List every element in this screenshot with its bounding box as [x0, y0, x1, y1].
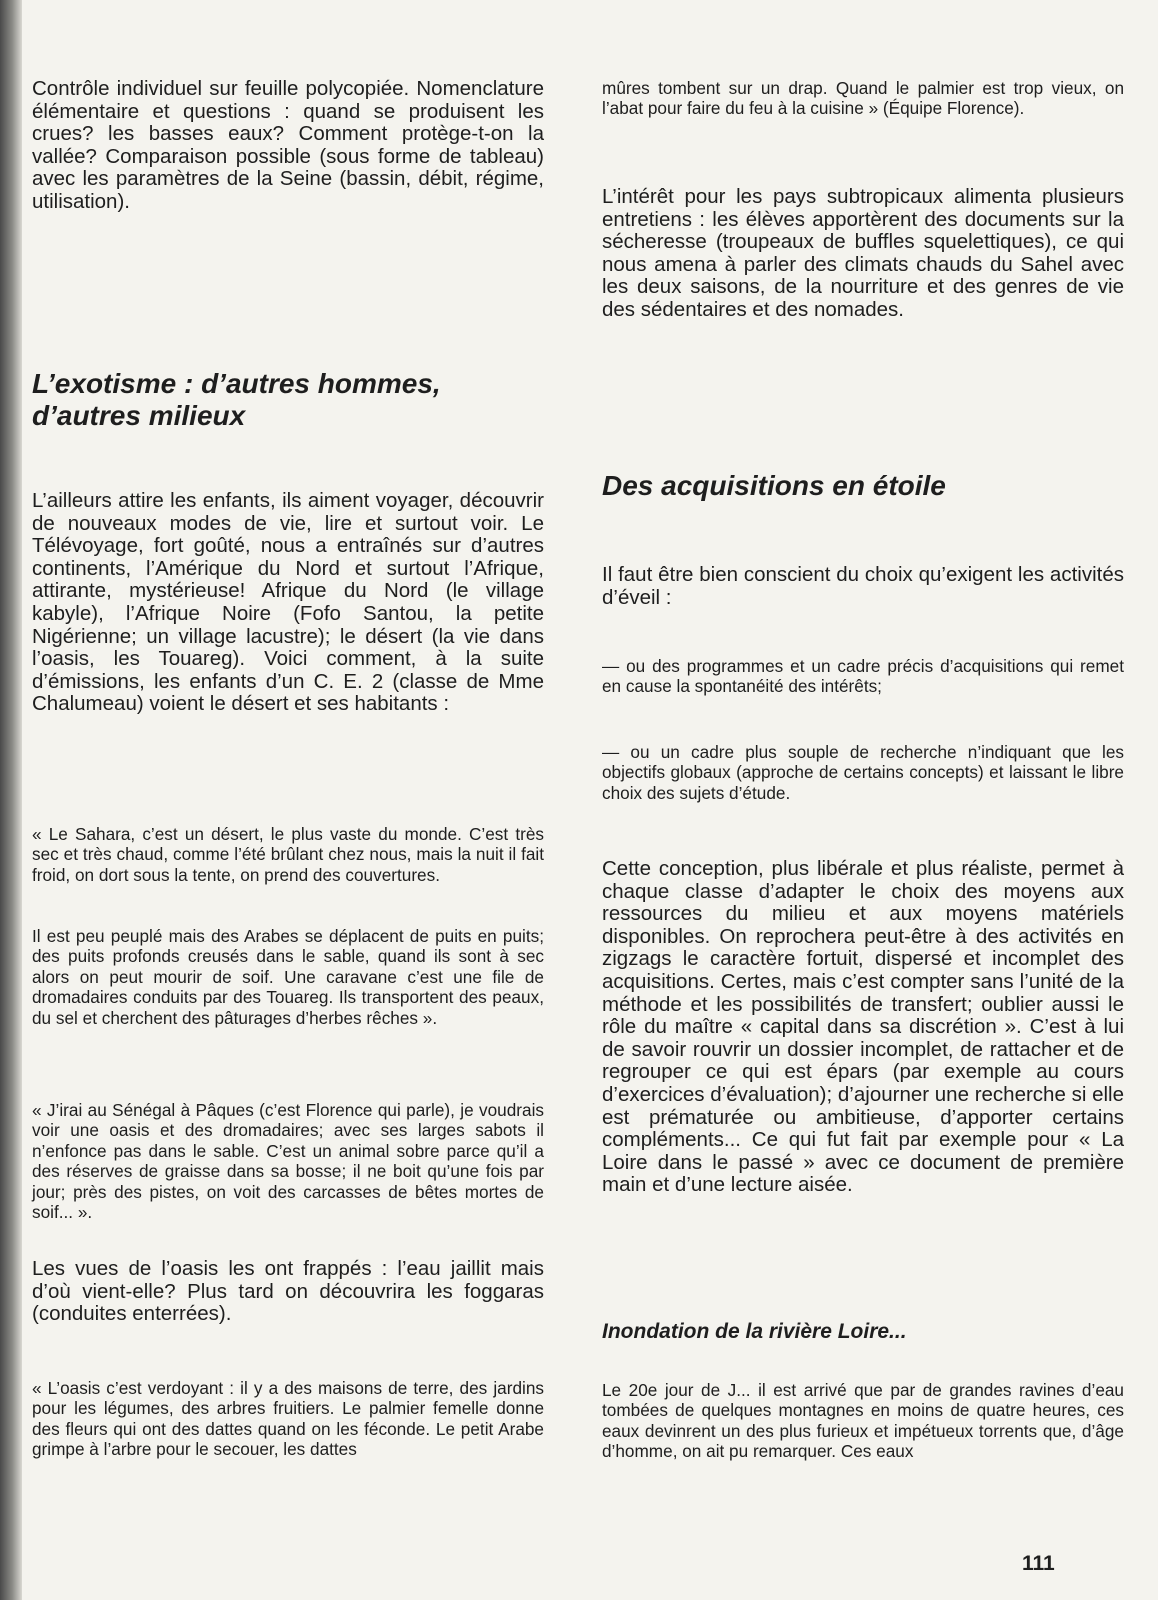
option-cadre-souple: — ou un cadre plus souple de recherche n’indiquant que les objectifs globaux (approche de certains concepts) et laissant le libre choix des sujets d’étude.: [602, 742, 1124, 803]
paragraph-ailleurs: L’ailleurs attire les enfants, ils aiment voyager, découvrir de nouveaux modes de vie, lire et surtout voir. Le Télévoyage, fort goûté, nous a entraînés sur d’autres continents, l’Amérique du Nord et surtout l’Afrique, attirante, mystérieuse! Afrique du Nord (le village kabyle), l’Afrique Noire (Fofo Santou, la petite Nigérienne; un village lacustre); le désert (la vie dans l’oasis, les Touareg). Voici comment, à la suite d’émissions, les enfants d’un C. E. 2 (classe de Mme Chalumeau) voient le désert et ses habitants :: [32, 489, 544, 716]
paragraph-oasis: Les vues de l’oasis les ont frappés : l’eau jaillit mais d’où vient-elle? Plus tard on découvrira les foggaras (conduites enterrées).: [32, 1257, 544, 1326]
quote-sahara: « Le Sahara, c’est un désert, le plus vaste du monde. C’est très sec et très chaud, comme l’été brûlant chez nous, mais la nuit il fait froid, on dort sous la tente, on prend des couvertures.: [32, 824, 544, 885]
quote-puits: Il est peu peuplé mais des Arabes se déplacent de puits en puits; des puits profonds creusés dans le sable, quand ils sont à sec alors on peut mourir de soif. Une caravane c’est une file de dromadaires conduits par des Touareg. Ils transportent des peaux, du sel et cherchent des pâturages d’herbes rêches ».: [32, 926, 544, 1028]
heading-line-1: L’exotisme : d’autres hommes,: [32, 368, 441, 399]
option-programmes: — ou des programmes et un cadre précis d’acquisitions qui remet en cause la spontanéité des intérêts;: [602, 656, 1124, 697]
paragraph-choix: Il faut être bien conscient du choix qu’exigent les activités d’éveil :: [602, 563, 1124, 609]
paragraph-conception: Cette conception, plus libérale et plus réaliste, permet à chaque classe d’adapter le choix des moyens aux ressources du milieu et aux moyens matériels disponibles. On reprochera peut-être à des activités en zigzags le caractère fortuit, dispersé et incomplet des acquisitions. Certes, mais c’est compter sans l’unité de la méthode et les possibilités de transfert; oublier aussi le rôle du maître « capital dans sa discrétion ». C’est à lui de savoir rouvrir un dossier incomplet, de rattacher et de regrouper ce qui est épars (par exemple au cours d’exercices d’évaluation); d’ajourner une recherche si elle est prématurée ou ambitieuse, d’apporter certains compléments... Ce qui fut fait par exemple pour « La Loire dans le passé » avec ce document de première main et d’une lecture aisée.: [602, 857, 1124, 1197]
section-heading-acquisitions: Des acquisitions en étoile: [602, 470, 946, 501]
subheading-inondation: Inondation de la rivière Loire...: [602, 1320, 907, 1343]
paragraph-subtropicaux: L’intérêt pour les pays subtropicaux alimenta plusieurs entretiens : les élèves apportèrent des documents sur la sécheresse (troupeaux de buffles squelettiques), ce qui nous amena à parler des climats chauds du Sahel avec les deux saisons, de la nourriture et des genres de vie des sédentaires et des nomades.: [602, 185, 1124, 321]
quote-palmier-end: mûres tombent sur un drap. Quand le palmier est trop vieux, on l’abat pour faire du feu à la cuisine » (Équipe Florence).: [602, 78, 1124, 119]
section-heading-exotisme: [32, 368, 544, 432]
quote-oasis: « L’oasis c’est verdoyant : il y a des maisons de terre, des jardins pour les légumes, des arbres fruitiers. Le palmier femelle donne des fleurs qui ont des dattes quand on les féconde. Le petit Arabe grimpe à l’arbre pour le secouer, les dattes: [32, 1378, 544, 1460]
book-spine-shadow: [0, 0, 22, 1600]
quote-senegal: « J’irai au Sénégal à Pâques (c’est Florence qui parle), je voudrais voir une oasis et des dromadaires; avec ses larges sabots il n’enfonce pas dans le sable. C’est un animal sobre parce qu’il a des réserves de graisse dans sa bosse; il ne boit qu’une fois par jour; près des pistes, on voit des carcasses de bêtes mortes de soif... ».: [32, 1100, 544, 1223]
document-loire: Le 20e jour de J... il est arrivé que par de grandes ravines d’eau tombées de quelques montagnes en moins de quatre heures, ces eaux devinrent un des plus furieux et impétueux torrents que, d’âge d’homme, on ait pu remarquer. Ces eaux: [602, 1380, 1124, 1462]
page-number: 111: [1022, 1552, 1055, 1575]
paragraph-nile-control: Contrôle individuel sur feuille polycopiée. Nomenclature élémentaire et questions : quand se produisent les crues? les basses eaux? Comment protège-t-on la vallée? Comparaison possible (sous forme de tableau) avec les paramètres de la Seine (bassin, débit, régime, utilisation).: [32, 77, 544, 213]
heading-line-2: d’autres milieux: [32, 400, 246, 431]
